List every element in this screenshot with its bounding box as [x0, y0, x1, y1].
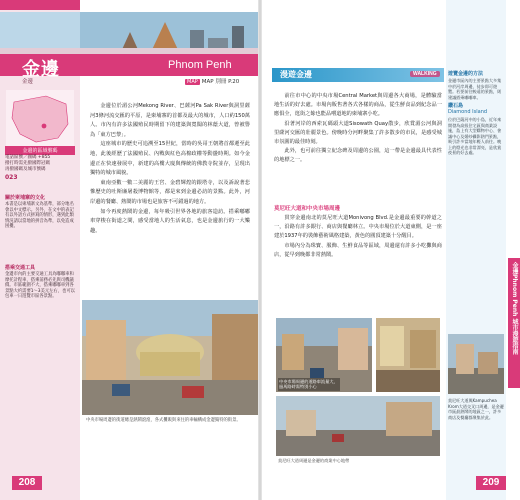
left-sidebar-accent	[0, 0, 80, 10]
body-paragraph: 如今再度熱鬧的金邊，每年吸引世界各地的旅客造訪。搭乘嘟嘟車穿梭在街道之間，感受當地人的生活氣息，也是金邊旅行的一大樂趣。	[90, 208, 250, 234]
right-page	[262, 0, 520, 500]
sub-section-text	[274, 214, 442, 260]
section-badge: WALKING	[410, 71, 440, 77]
postal-info-line: 電話區號／國碼 +855	[5, 155, 51, 160]
chapter-tab-label: 金邊Phnom Penh 城市漫遊指南	[511, 262, 518, 355]
body-paragraph: 金邊位於湄公河Mekong River、巴薩河Pa Sak River與洞里薩河3條河流交匯的平原，是柬埔寨的首都及最大的城市，人口約150萬人。市內有許多法國殖民時期留下的建築與寬闊的林蔭大道，曾被譽為「東方巴黎」。	[90, 103, 250, 138]
sidebar-item-text: 金邊市區內的主要景點大多集中於河岸周邊，徒步即可遊覽。若要前往較遠的景點，則建議搭乘嘟嘟車。	[448, 78, 502, 100]
map-reference-text: MAP 別冊 P.20	[201, 79, 240, 85]
photo-caption: 中央市場周邊的道路車流量大，過馬路時需特別小心	[278, 378, 340, 391]
body-paragraph: 沿著河岸的西索瓦碼頭大道Sisowath Quay散步，欣賞湄公河與洞里薩河交匯的壯麗景色。傍晚時分河畔聚集了許多散步的市民，是感受城市氛圍的最佳時刻。	[274, 120, 442, 146]
section-title: 漫遊金邊	[280, 70, 312, 79]
postal-info-line: 撥打時需先撥國際冠碼	[5, 161, 50, 166]
sidebar-photo	[448, 334, 504, 394]
page-number: 208	[12, 476, 42, 490]
page-number: 209	[476, 476, 506, 490]
photo-caption: 中央市場周邊的街道總是熱鬧滾滾，各式攤販與來往的車輛構成金邊獨特的街景。	[86, 418, 241, 423]
city-marker-icon	[42, 124, 47, 129]
postal-info-line: 再撥國碼及城市號碼	[5, 167, 46, 172]
sidebar-section-text: 金邊市內的主要交通工具為嘟嘟車和摩托計程車，搭乘前務必先與司機議價。市區範圍不大，搭乘嘟嘟車到各景點大約需要1～3美元左右，也可以包車一日遊覽市區各景點。	[5, 272, 75, 300]
sidebar-section-title: 關於柬埔寨的文化	[5, 195, 46, 201]
street-market-photo	[82, 300, 258, 415]
body-paragraph: 前往市中心的中央市場Central Market與周邊各大商場，是體驗當地生活的好去處。市場內販售著各式各樣的商品，從生鮮食品到紀念品一應俱全，逛街之餘也能品嚐道地的柬埔寨小吃。	[274, 93, 442, 118]
photo-caption: 莫尼旺大道周邊是金邊的商業中心地帶	[278, 458, 350, 463]
sidebar-item-title: 遊覽金邊的方法	[448, 71, 484, 77]
map-tag-icon: MAP	[187, 79, 198, 85]
sidebar-item-latin: Diamond Island	[448, 109, 488, 115]
body-paragraph: 這座城市的歷史可追溯至15世紀，當時的吳哥王朝將首都遷至此地，此後經歷了法國殖民、內戰與紅色高棉政權等動盪時期。如今金邊正在快速發展中，新建的高樓大廈與傳統的佛教寺院並存，呈現出獨特的城市風貌。	[90, 141, 250, 177]
sidebar-item-text: 位於巴薩河中的小島，近年來開發為高級住宅區與商業設施，島上有大型購物中心、會議中心及婚紗攝影熱門景點，吸引許多當地年輕人前往。晚上的燈光也非常漂亮，是欣賞夜景的好去處。	[448, 117, 502, 155]
area-code: 023	[5, 174, 18, 181]
sidebar-item-title: 鑽石島	[448, 103, 464, 109]
left-page	[0, 0, 258, 500]
city-latin-name: Phnom Penh	[168, 59, 232, 71]
city-title: 金邊	[22, 59, 60, 80]
market-interior-photo	[376, 318, 440, 392]
city-reading: 金邊	[22, 79, 34, 85]
map-reference	[185, 77, 239, 85]
postal-info-box	[5, 155, 75, 181]
postal-code-label: 金邊的區域號碼	[5, 146, 75, 155]
sidebar-section-text: 本書是以柬埔寨文為基準，部分地名會以中文標示。另外，在文中的表記有以外語方式拼寫的情形，遇到此類情況請以當地的拼音為準，以免造成困擾。	[5, 202, 74, 230]
body-paragraph: 貫穿金邊南北的莫尼旺大道Monivong Blvd.是金邊最重要的幹道之一，沿路有許多銀行、商店與餐廳林立。中央市場位於大道東側，是一座建於1937年的裝飾藝術風格建築，黃色的圓頂建築十分醒目。	[274, 215, 442, 240]
sidebar-item-text: 莫尼旺大道與Kampuchea Krom大道交叉口周邊，是金邊市區最熱鬧的地區之一，許多商店及餐廳都聚集於此。	[448, 398, 504, 420]
main-body-text	[90, 102, 250, 236]
body-paragraph: 市場內分為珠寶、服飾、生鮮食品等區域，周邊還有許多小吃攤與商店，從早到晚都非常熱鬧。	[274, 242, 442, 258]
sub-heading: 莫尼旺大道和中央市場周邊	[274, 206, 341, 212]
sidebar-section-title: 搭乘交通工具	[5, 265, 36, 271]
main-body-text	[274, 92, 442, 166]
body-paragraph: 東南亞數一數二美麗的王宮、金碧輝煌的銀塔寺，以及訴說著悲慘歷史的吐斯廉屠殺博物館等，都是來到金邊必訪的景點。此外，河岸邊的餐廳、熱鬧的市場也是旅客不可錯過的地方。	[90, 179, 250, 205]
boulevard-photo	[276, 396, 440, 456]
body-paragraph: 此外，也可前往獨立紀念碑及周邊的公園，這一帶是金邊最具代表性的地標之一。	[274, 148, 442, 164]
